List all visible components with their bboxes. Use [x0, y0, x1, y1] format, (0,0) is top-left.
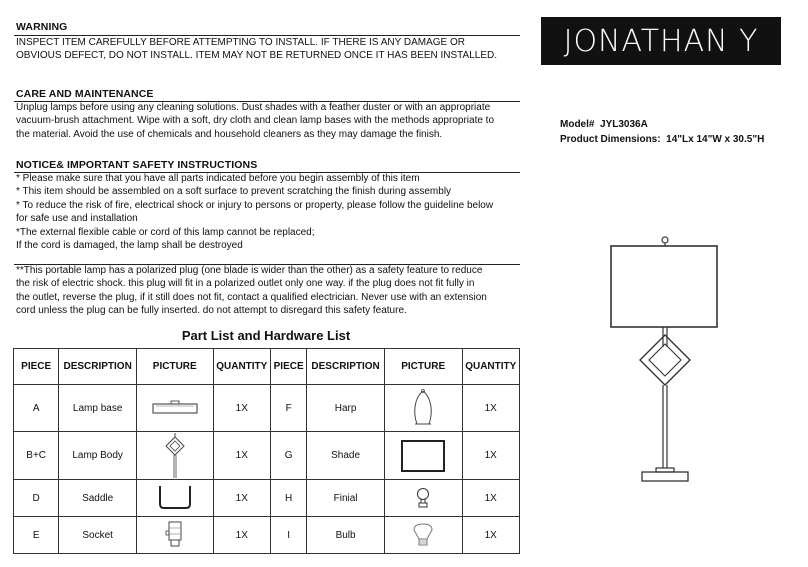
quantity-cell: 1X [213, 432, 270, 480]
col-header: DESCRIPTION [59, 349, 137, 385]
col-header: QUANTITY [462, 349, 520, 385]
warning-text: INSPECT ITEM CAREFULLY BEFORE ATTEMPTING TO INSTALL. IF THERE IS ANY DAMAGE OR OBVIOUS DEFECT, DO NOT INSTALL. ITEM MAY NOT BE RETURNED ONCE IT HAS BEEN INSTALLED. [16, 37, 498, 62]
shade-icon [400, 439, 446, 473]
piece-cell: I [271, 517, 307, 554]
picture-cell [136, 480, 213, 517]
piece-cell: B+C [14, 432, 59, 480]
table-row [14, 385, 520, 432]
plug-text: **This portable lamp has a polarized plug (one blade is wider than the other) as a safety feature to reduce the risk of electric shock. this plug will fit in a polarized outlet only one way. if the plug does not fit fully in the outlet, reverse the plug, if it still does not fit, contact a qualified electrician. Never use with an extension cord unless the plug can be fully inserted. do not attempt to disregard this safety feature. [16, 265, 487, 317]
dimensions-value: 14"Lx 14"W x 30.5"H [666, 134, 765, 145]
description-cell: Saddle [59, 480, 137, 517]
col-header: PIECE [14, 349, 59, 385]
description-cell: Socket [59, 517, 137, 554]
dimensions-label: Product Dimensions: [560, 134, 661, 145]
warning-title: WARNING [16, 21, 68, 33]
description-cell: Bulb [307, 517, 385, 554]
piece-cell: D [14, 480, 59, 517]
model-line [560, 117, 764, 132]
description-cell: Lamp base [59, 385, 137, 432]
picture-cell [136, 385, 213, 432]
piece-cell: G [271, 432, 307, 480]
product-info [560, 117, 764, 147]
description-cell: Harp [307, 385, 385, 432]
quantity-cell: 1X [462, 517, 520, 554]
piece-cell: F [271, 385, 307, 432]
care-text: Unplug lamps before using any cleaning solutions. Dust shades with a feather duster or with an appropriate vacuum-brush attachment. Wipe with a soft, dry cloth and clean lamp bases with the methods appropriate to the material. Avoid the use of chemicals and household cleaners as they may damage the finish. [16, 102, 495, 140]
parts-table [13, 348, 520, 554]
picture-cell [384, 517, 462, 554]
care-title: CARE AND MAINTENANCE [16, 88, 154, 100]
harp-icon [408, 388, 438, 428]
quantity-cell: 1X [213, 480, 270, 517]
picture-cell [384, 480, 462, 517]
picture-cell [136, 517, 213, 554]
col-header: DESCRIPTION [307, 349, 385, 385]
piece-cell: E [14, 517, 59, 554]
model-value: JYL3036A [600, 119, 648, 130]
picture-cell [136, 432, 213, 480]
quantity-cell: 1X [462, 480, 520, 517]
quantity-cell: 1X [213, 517, 270, 554]
description-cell: Finial [307, 480, 385, 517]
socket-icon [165, 520, 185, 550]
finial-icon [415, 486, 431, 510]
lamp-body-icon [162, 433, 188, 479]
lamp-base-icon [150, 400, 200, 416]
picture-cell [384, 432, 462, 480]
description-cell: Lamp Body [59, 432, 137, 480]
col-header: PICTURE [136, 349, 213, 385]
parts-title: Part List and Hardware List [181, 328, 351, 343]
piece-cell: H [271, 480, 307, 517]
description-cell: Shade [307, 432, 385, 480]
table-row [14, 517, 520, 554]
table-row [14, 432, 520, 480]
quantity-cell: 1X [462, 432, 520, 480]
bulb-icon [410, 522, 436, 548]
quantity-cell: 1X [462, 385, 520, 432]
safety-text: * Please make sure that you have all parts indicated before you begin assembly of this item * This item should be assembled on a soft surface to prevent scratching the finish during assembly * To reduce the risk of fire, electrical shock or injury to persons or property, please follow the guideline below for safe use and installation *The external flexible cable or cord of this lamp cannot be replaced; If the cord is damaged, the lamp shall be destroyed [16, 173, 494, 252]
dimensions-line [560, 132, 764, 147]
table-row [14, 480, 520, 517]
picture-cell [384, 385, 462, 432]
safety-title: NOTICE& IMPORTANT SAFETY INSTRUCTIONS [16, 159, 258, 171]
col-header: QUANTITY [213, 349, 270, 385]
col-header: PIECE [271, 349, 307, 385]
table-header-row [14, 349, 520, 385]
piece-cell: A [14, 385, 59, 432]
saddle-icon [155, 484, 195, 512]
brand-logo: JONATHAN Y [541, 17, 781, 65]
col-header: PICTURE [384, 349, 462, 385]
lamp-illustration [596, 232, 726, 492]
quantity-cell: 1X [213, 385, 270, 432]
model-label: Model# [560, 119, 595, 130]
